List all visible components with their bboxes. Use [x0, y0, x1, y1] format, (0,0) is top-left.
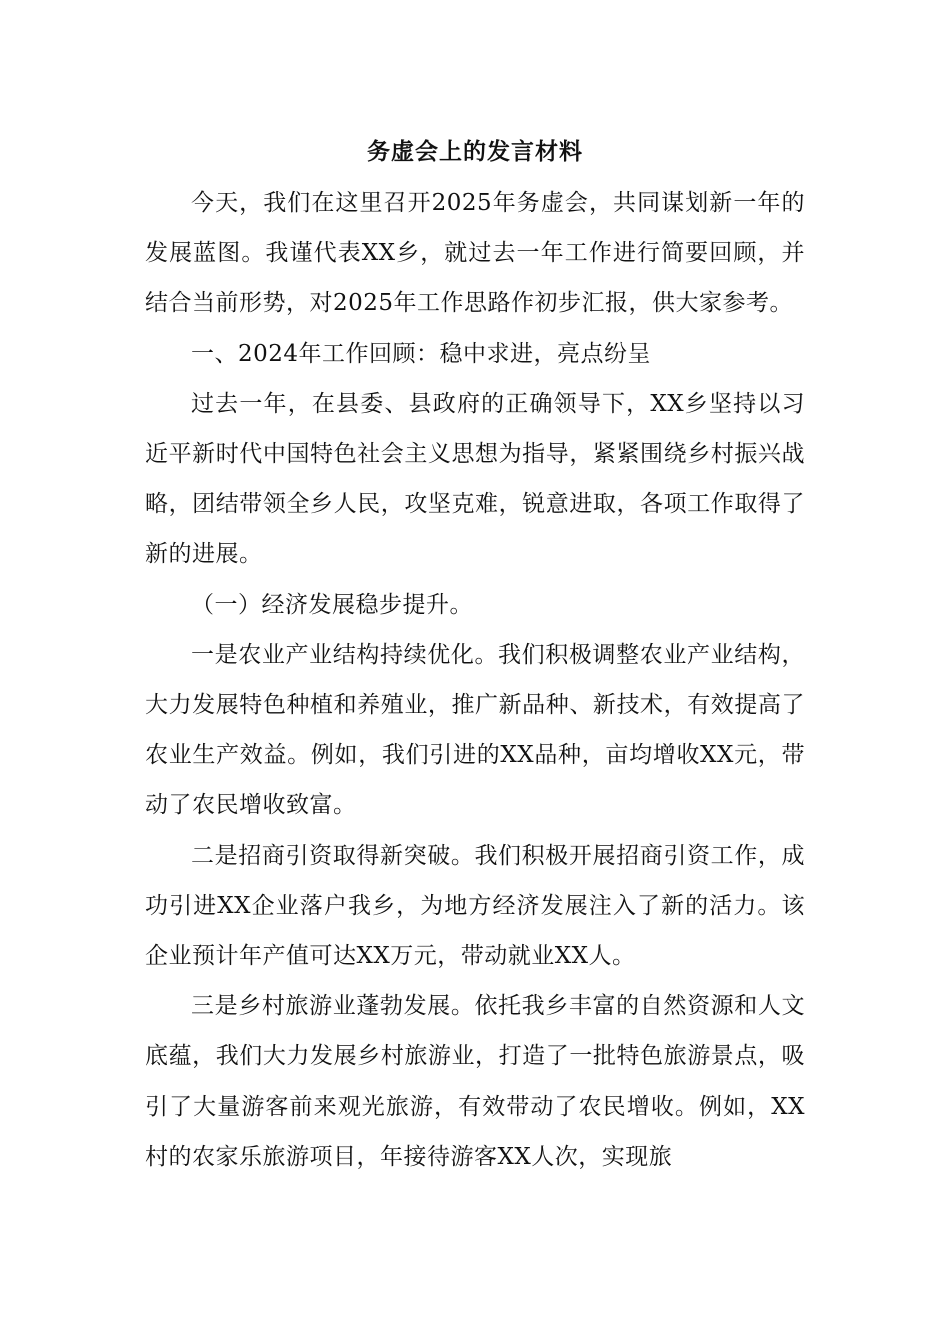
document-title: 务虚会上的发言材料: [367, 138, 583, 165]
document-body: [145, 178, 805, 1182]
paragraph-overview: 过去一年，在县委、县政府的正确领导下，XX乡坚持以习近平新时代中国特色社会主义思想为指导，紧紧围绕乡村振兴战略，团结带领全乡人民，攻坚克难，锐意进取，各项工作取得了新的进展。: [145, 390, 805, 568]
paragraph-agriculture: 一是农业产业结构持续优化。我们积极调整农业产业结构，大力发展特色种植和养殖业，推广新品种、新技术，有效提高了农业生产效益。例如，我们引进的XX品种，亩均增收XX元，带动了农民增收致富。: [145, 641, 805, 819]
section-heading-2024-review: 一、2024年工作回顾：稳中求进，亮点纷呈: [191, 340, 652, 367]
paragraph-intro: 今天，我们在这里召开2025年务虚会，共同谋划新一年的发展蓝图。我谨代表XX乡，就过去一年工作进行简要回顾，并结合当前形势，对2025年工作思路作初步汇报，供大家参考。: [145, 190, 805, 317]
paragraph-tourism: 三是乡村旅游业蓬勃发展。依托我乡丰富的自然资源和人文底蕴，我们大力发展乡村旅游业，打造了一批特色旅游景点，吸引了大量游客前来观光旅游，有效带动了农民增收。例如，XX村的农家乐旅游项目，年接待游客XX人次，实现旅: [145, 993, 805, 1170]
paragraph-investment: 二是招商引资取得新突破。我们积极开展招商引资工作，成功引进XX企业落户我乡，为地方经济发展注入了新的活力。该企业预计年产值可达XX万元，带动就业XX人。: [145, 842, 805, 970]
subsection-heading-economy: （一）经济发展稳步提升。: [191, 591, 473, 618]
